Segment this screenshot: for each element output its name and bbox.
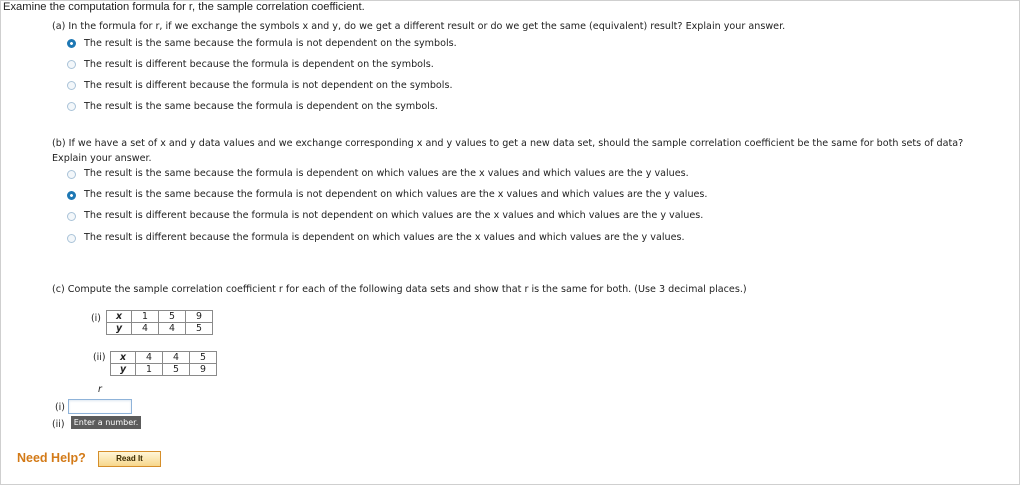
- x-value: 5: [159, 311, 186, 323]
- x-value: 9: [186, 311, 213, 323]
- part-b-question-line2: Explain your answer.: [52, 153, 152, 164]
- read-it-button[interactable]: Read It: [98, 451, 161, 467]
- part-b-option-3: The result is different because the formula is not dependent on which values are the x values and which values are the y values.: [84, 210, 704, 221]
- answer-label-i: (i): [55, 402, 65, 413]
- part-a-radio-2[interactable]: [67, 60, 76, 69]
- answer-label-ii: (ii): [52, 419, 65, 430]
- part-b-question-line1: (b) If we have a set of x and y data values and we exchange corresponding x and y values to get a new data set, should the sample correlation coefficient be the same for both sets of data?: [52, 138, 964, 149]
- y-value: 5: [186, 323, 213, 335]
- part-b-radio-1[interactable]: [67, 170, 76, 179]
- y-value: 4: [159, 323, 186, 335]
- x-header: x: [107, 311, 132, 323]
- x-value: 1: [132, 311, 159, 323]
- part-c-question: (c) Compute the sample correlation coefficient r for each of the following data sets and show that r is the same for both. (Use 3 decimal places.): [52, 284, 747, 295]
- y-value: 5: [163, 364, 190, 376]
- part-a-option-3: The result is different because the formula is not dependent on the symbols.: [84, 80, 453, 91]
- part-b-radio-3[interactable]: [67, 212, 76, 221]
- part-b-option-2: The result is the same because the formula is not dependent on which values are the x values and which values are the y values.: [84, 189, 708, 200]
- part-b-option-1: The result is the same because the formula is dependent on which values are the x values and which values are the y values.: [84, 168, 689, 179]
- x-value: 4: [136, 352, 163, 364]
- y-value: 1: [136, 364, 163, 376]
- part-a-option-2: The result is different because the formula is dependent on the symbols.: [84, 59, 434, 70]
- r-answer-input-i[interactable]: [68, 399, 132, 414]
- data-set-2-table: [110, 351, 217, 376]
- data-set-1-table: [106, 310, 213, 335]
- y-header: y: [107, 323, 132, 335]
- part-a-question: (a) In the formula for r, if we exchange the symbols x and y, do we get a different result or do we get the same (equivalent) result? Explain your answer.: [52, 21, 786, 32]
- part-a-option-1: The result is the same because the formula is not dependent on the symbols.: [84, 38, 457, 49]
- enter-number-tooltip: Enter a number.: [71, 416, 141, 429]
- data-set-1-label: (i): [91, 313, 101, 324]
- part-a-radio-1[interactable]: [67, 39, 76, 48]
- x-header: x: [111, 352, 136, 364]
- part-a-option-4: The result is the same because the formula is dependent on the symbols.: [84, 101, 438, 112]
- part-a-radio-3[interactable]: [67, 81, 76, 90]
- x-value: 5: [190, 352, 217, 364]
- part-b-radio-4[interactable]: [67, 234, 76, 243]
- part-b-radio-2[interactable]: [67, 191, 76, 200]
- question-intro: Examine the computation formula for r, the sample correlation coefficient.: [3, 1, 365, 13]
- part-a-radio-4[interactable]: [67, 102, 76, 111]
- x-value: 4: [163, 352, 190, 364]
- part-b-option-4: The result is different because the formula is dependent on which values are the x values and which values are the y values.: [84, 232, 685, 243]
- r-column-header: r: [98, 384, 102, 395]
- y-value: 4: [132, 323, 159, 335]
- y-value: 9: [190, 364, 217, 376]
- data-set-2-label: (ii): [93, 352, 106, 363]
- y-header: y: [111, 364, 136, 376]
- need-help-label: Need Help?: [17, 451, 86, 465]
